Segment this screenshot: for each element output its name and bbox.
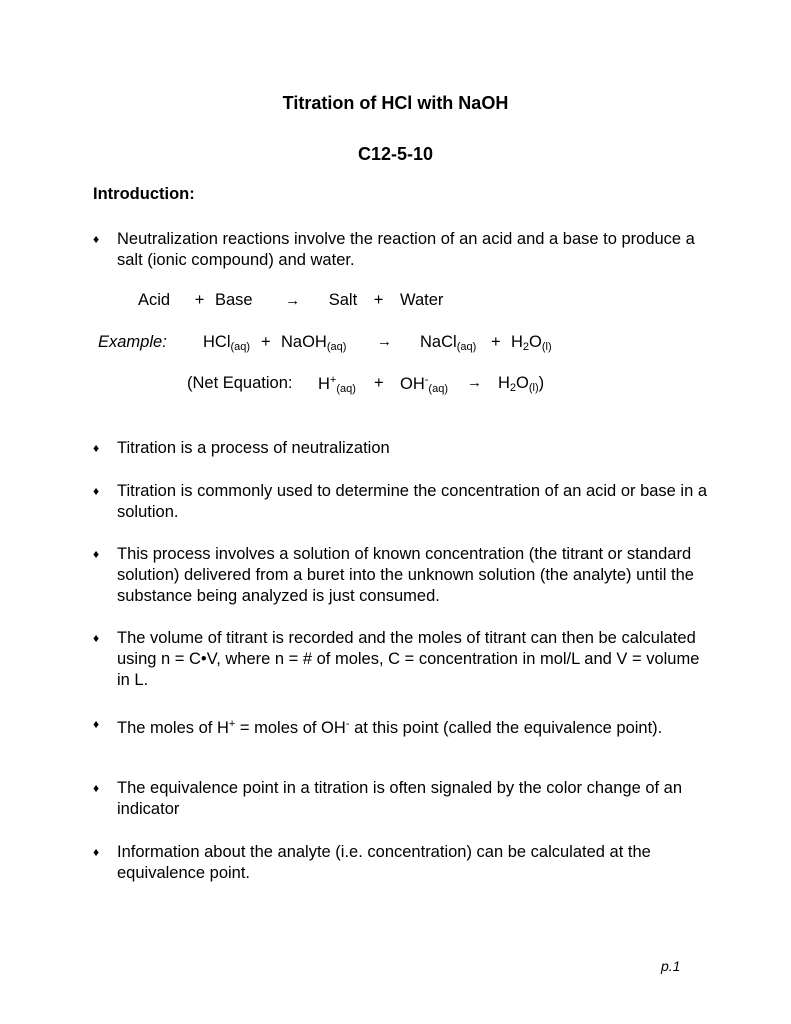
net-equation-label: (Net Equation:	[187, 374, 293, 392]
reactant-naoh: NaOH$_{(aq)}$	[281, 333, 347, 353]
bullet-item-analyte	[93, 842, 713, 884]
example-label: Example:	[98, 333, 167, 351]
bullet-text: The equivalence point in a titration is often signaled by the color change of an indicator	[117, 779, 683, 818]
net-reactant-h: $H^+_{(aq)}$	[318, 374, 356, 395]
word-plus: +	[373, 291, 384, 309]
diamond-bullet-icon: ♦	[93, 232, 100, 246]
word-base: Base	[214, 291, 253, 309]
page-number: p.1	[661, 958, 681, 974]
bullet-item-moles	[93, 714, 713, 739]
word-equation	[138, 291, 443, 310]
arrow-icon: →	[377, 333, 392, 350]
product-water: $H_2O_{(l)}$	[511, 333, 552, 353]
document-title: Titration of HCl with NaOH	[282, 93, 509, 113]
bullet-text: This process involves a solution of known concentration (the titrant or standard solution) delivered from a buret into the unknown solution (the analyte) until the substance being analyzed is just consumed.	[117, 545, 694, 605]
arrow-icon: →	[285, 292, 301, 309]
bullet-text: Titration is commonly used to determine the concentration of an acid or base in a solution.	[117, 482, 708, 521]
word-plus: +	[194, 291, 205, 309]
diamond-bullet-icon: ♦	[93, 845, 100, 859]
diamond-bullet-icon: ♦	[93, 781, 100, 795]
bullet-text: Titration is a process of neutralization	[117, 439, 390, 457]
net-reactant-oh: $OH^-_{(aq)}$	[400, 374, 448, 395]
bullet-text: Neutralization reactions involve the reaction of an acid and a base to produce a salt (ionic compound) and water.	[117, 230, 695, 269]
bullet-item-neutralization	[93, 229, 713, 271]
product-nacl: NaCl$_{(aq)}$	[420, 333, 477, 353]
reactant-hcl: HCl$_{(aq)}$	[203, 333, 251, 353]
word-water: Water	[400, 291, 444, 309]
bullet-text: Information about the analyte (i.e. concentration) can be calculated at the equivalence point.	[117, 843, 651, 882]
word-salt: Salt	[328, 291, 358, 309]
diamond-bullet-icon: ♦	[93, 717, 100, 731]
bullet-item-equivalence	[93, 778, 713, 820]
section-heading-introduction: Introduction:	[93, 185, 195, 203]
bullet-text: The moles of H+ = moles of OH- at this point (called the equivalence point).	[117, 718, 663, 737]
diamond-bullet-icon: ♦	[93, 441, 100, 455]
document-code: C12-5-10	[357, 144, 434, 164]
plus-sign: +	[261, 333, 271, 351]
plus-sign: +	[491, 333, 501, 351]
bullet-item-usage	[93, 481, 713, 523]
diamond-bullet-icon: ♦	[93, 631, 100, 645]
bullet-item-volume	[93, 628, 713, 691]
bullet-item-procedure	[93, 544, 713, 607]
diamond-bullet-icon: ♦	[93, 547, 100, 561]
bullet-text: The volume of titrant is recorded and the moles of titrant can then be calculated using n = C•V, where n = # of moles, C = concentration in mol/L and V = volume in L.	[117, 629, 700, 689]
plus-sign: +	[374, 374, 384, 392]
word-acid: Acid	[138, 291, 171, 309]
arrow-icon: →	[467, 374, 482, 391]
net-product-water: $H_2O_{(l)}$)	[498, 374, 545, 394]
bullet-item-process	[93, 438, 713, 459]
diamond-bullet-icon: ♦	[93, 484, 100, 498]
